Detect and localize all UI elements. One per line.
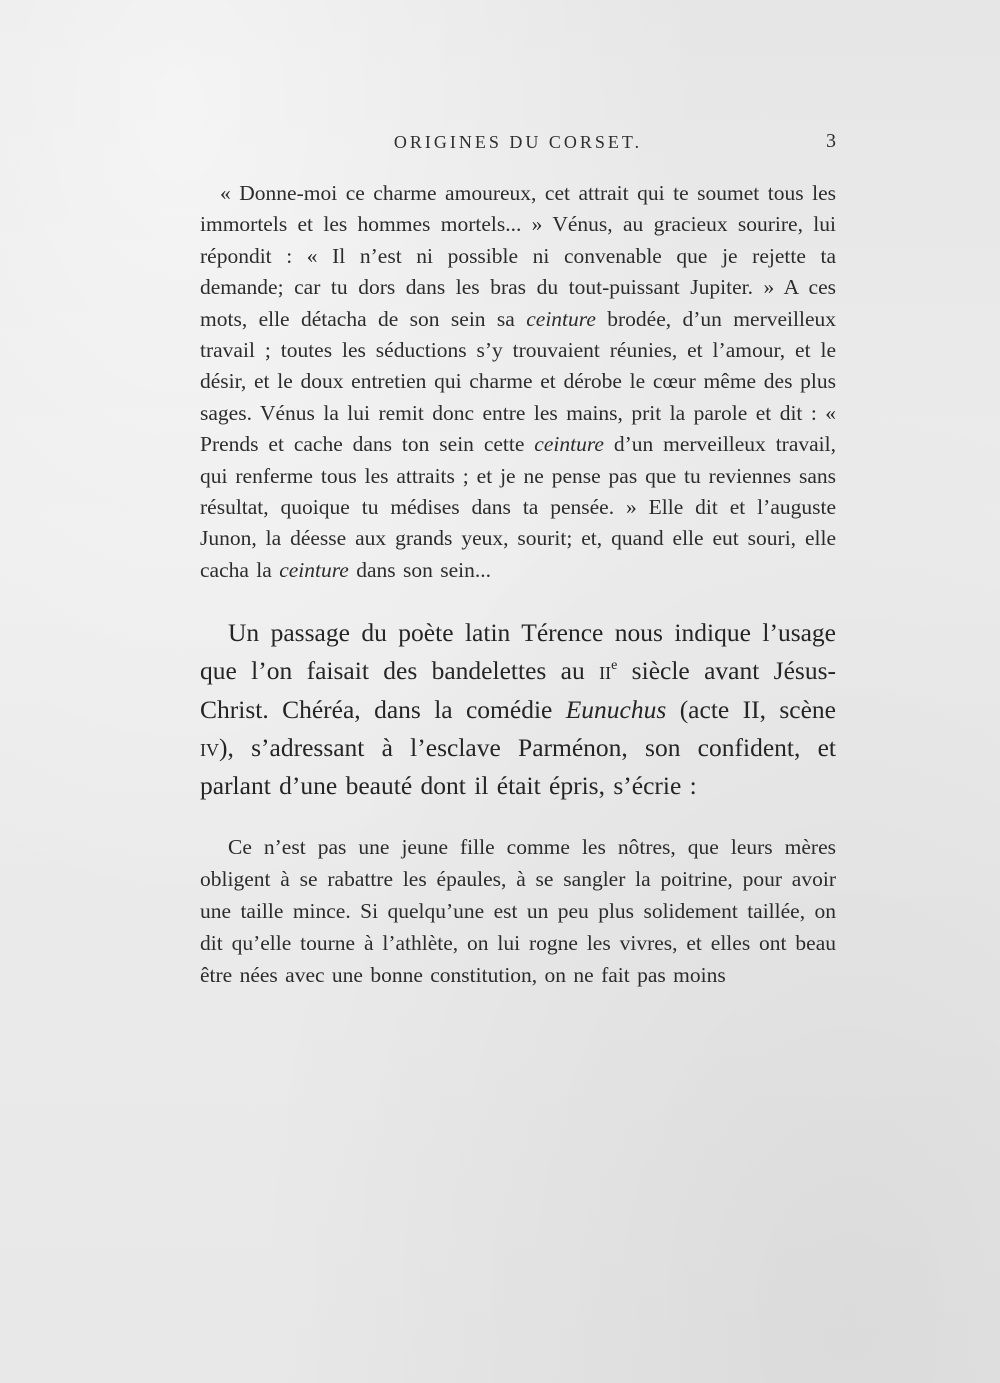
body-paragraph bbox=[200, 614, 836, 805]
book-page bbox=[200, 128, 836, 1188]
quote-italic-3: ceinture bbox=[279, 557, 349, 582]
century-numeral: ii bbox=[599, 656, 612, 686]
quote-text-2: brodée, d’un merveilleux travail ; toutes les séductions s’y trouvaient réunies, et l’amour, et le désir, et le doux entretien qui charme et dérobe le cœur même des plus sages. Vénus la lui remit donc entre les mains, prit la parole et dit : « Prends et cache dans ton sein cette bbox=[200, 306, 836, 457]
scene-numeral: iv bbox=[200, 732, 219, 762]
quote-text-3: d’un merveilleux travail, qui renferme tous les attraits ; et je ne pense pas que tu reviennes sans résultat, quoique tu médises dans ta pensée. » Elle dit et l’auguste Junon, la déesse aux grands yeux, sourit; et, quand elle eut souri, elle cacha la bbox=[200, 432, 836, 582]
body-text-1: Un passage du poète latin Térence nous indique l’usage que l’on faisait des bandelettes au bbox=[200, 618, 836, 686]
quote-italic-1: ceinture bbox=[526, 306, 596, 331]
body-text-3: (acte II, scène bbox=[666, 694, 836, 724]
page-number: 3 bbox=[826, 130, 836, 152]
quote-text-4: dans son sein... bbox=[348, 557, 492, 582]
quoted-passage bbox=[200, 178, 836, 586]
running-head bbox=[200, 128, 836, 160]
extract-paragraph: Ce n’est pas une jeune fille comme les nôtres, que leurs mères obligent à se rabattre les épaules, à se sangler la poitrine, pour avoir une taille mince. Si quelqu’une est un peu plus solidement taillée, on dit qu’elle tourne à l’athlète, on lui rogne les vivres, et elles ont beau être nées avec une bonne constitution, on ne fait pas moins bbox=[200, 835, 836, 988]
quote-text-1: « Donne-moi ce charme amoureux, cet attrait qui te soumet tous les immortels et les hommes mortels... » Vénus, au gracieux sourire, lui répondit : « Il n’est ni possible ni convenable que je rejette ta demande; car tu dors dans les bras du tout-puissant Jupiter. » A ces mots, elle détacha de son sein sa bbox=[200, 181, 836, 331]
century-superscript: e bbox=[611, 658, 618, 674]
running-title: ORIGINES DU CORSET. bbox=[393, 132, 643, 152]
body-text-2: siècle avant Jésus-Christ. Chéréa, dans la comédie bbox=[200, 656, 836, 724]
play-title: Eunuchus bbox=[565, 694, 667, 724]
body-text-4: ), s’adressant à l’esclave Parménon, son confident, et parlant d’une beauté dont il était épris, s’écrie : bbox=[200, 732, 836, 801]
quote-italic-2: ceinture bbox=[534, 432, 604, 457]
